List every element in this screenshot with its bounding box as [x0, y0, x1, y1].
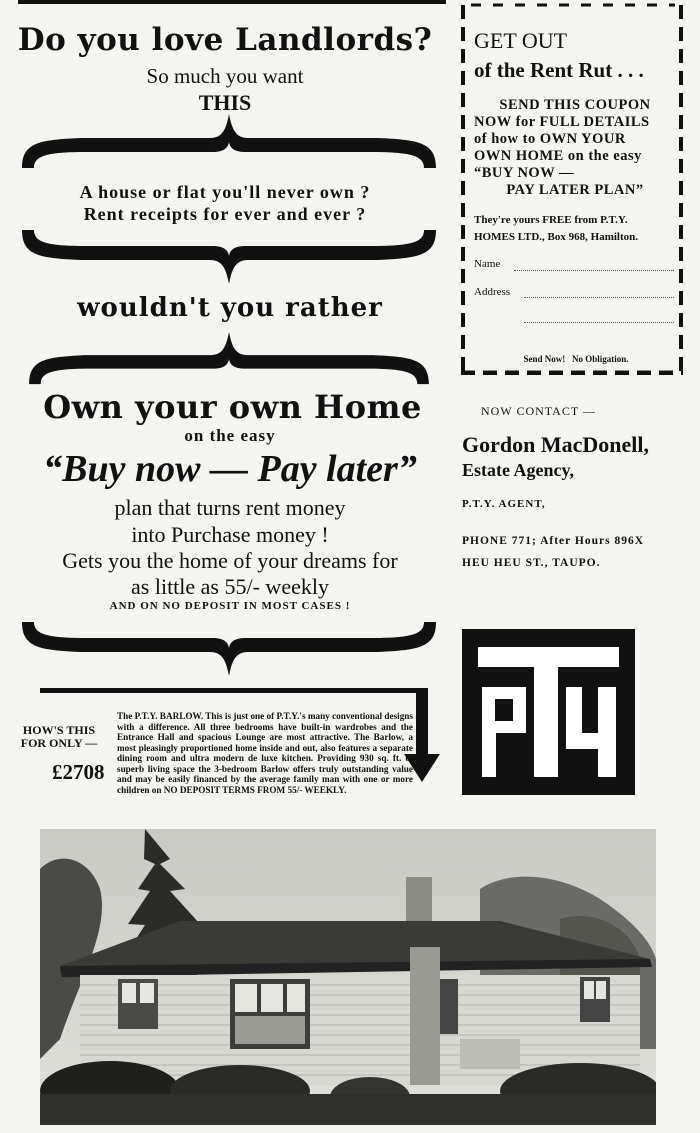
brace-down-icon	[20, 620, 438, 678]
brace-down-icon	[20, 228, 438, 286]
on-the-easy: on the easy	[184, 426, 276, 445]
now-contact: NOW CONTACT —	[481, 404, 596, 418]
address-field-line-2[interactable]	[524, 322, 674, 323]
divider-rule	[40, 688, 428, 693]
house-line-2: Rent receipts for ever and ever ?	[83, 204, 367, 224]
house-line-1: A house or flat you'll never own ?	[79, 182, 371, 202]
hows-line-2: FOR ONLY —	[20, 736, 98, 750]
coupon-get-out: GET OUT	[474, 28, 568, 53]
agent-name: Gordon MacDonell,	[462, 432, 649, 457]
coupon-send-text	[474, 97, 676, 199]
slogan: “Buy now — Pay later”	[43, 448, 417, 490]
brace-up-icon	[20, 112, 438, 170]
send-line-5: “BUY NOW —	[474, 165, 575, 181]
send-line-4: OWN HOME on the easy	[474, 148, 642, 164]
send-line-2: NOW for FULL DETAILS	[474, 114, 650, 130]
barlow-description: The P.T.Y. BARLOW. This is just one of P.T.Y.'s many conventional designs with a difference. All three bedrooms have built-in wardrobes and the Entrance Hall and spacious Lounge are most attractive. The Barlow, a most pleasingly proportioned home inside and out, also features a separate dining room and ultra modern de luxe kitchen. Providing 930 sq. ft. of superb living space the 3-bedroom Barlow offers truly outstanding value and may be easily financed by the average family man with one or more children on NO DEPOSIT TERMS FROM 55/- WEEKLY.	[117, 711, 413, 795]
address-field[interactable]	[524, 297, 674, 298]
subhead-so-much: So much you want	[146, 64, 304, 88]
top-rule	[18, 0, 446, 4]
coupon-free-text	[474, 212, 678, 246]
name-label: Name	[474, 258, 501, 270]
send-line-6: PAY LATER PLAN”	[506, 182, 644, 198]
pty-logo-icon	[462, 629, 635, 795]
no-deposit-note: AND ON NO DEPOSIT IN MOST CASES !	[109, 600, 351, 612]
phone-numbers: PHONE 771; After Hours 896X	[462, 535, 645, 547]
plan-line-1: plan that turns rent money	[114, 495, 346, 520]
coupon-rent-rut: of the Rent Rut . . .	[474, 58, 644, 82]
no-obligation-label: No Obligation.	[572, 354, 629, 364]
headline: Do you love Landlords?	[17, 22, 433, 58]
house-questions	[0, 181, 450, 225]
arrow-stem	[416, 688, 428, 758]
agency-name: Estate Agency,	[462, 460, 574, 480]
plan-line-2: into Purchase money !	[131, 522, 329, 547]
street-address: HEU HEU ST., TAUPO.	[462, 557, 601, 569]
name-field[interactable]	[514, 270, 674, 271]
wouldnt-you-rather: wouldn't you rather	[77, 293, 383, 323]
hows-line-1: HOW'S THIS	[22, 723, 96, 737]
subhead-this: THIS	[198, 90, 252, 115]
send-line-1: SEND THIS COUPON	[499, 97, 651, 113]
free-line-1: They're yours FREE from P.T.Y.	[474, 214, 628, 226]
send-line-3: of how to OWN YOUR	[474, 131, 626, 147]
house-photo-icon	[40, 829, 656, 1125]
brace-up-icon	[20, 330, 438, 386]
pty-agent: P.T.Y. AGENT,	[462, 498, 546, 510]
send-now-label: Send Now!	[523, 354, 566, 364]
plan-line-4: as little as 55/- weekly	[131, 574, 329, 599]
send-now-footer	[474, 354, 678, 364]
price: £2708	[52, 760, 105, 784]
own-your-own-home: Own your own Home	[43, 388, 422, 426]
hows-this-label	[18, 724, 100, 750]
free-line-2: HOMES LTD., Box 968, Hamilton.	[474, 231, 639, 243]
address-label: Address	[474, 286, 511, 298]
plan-line-3: Gets you the home of your dreams for	[62, 548, 398, 573]
